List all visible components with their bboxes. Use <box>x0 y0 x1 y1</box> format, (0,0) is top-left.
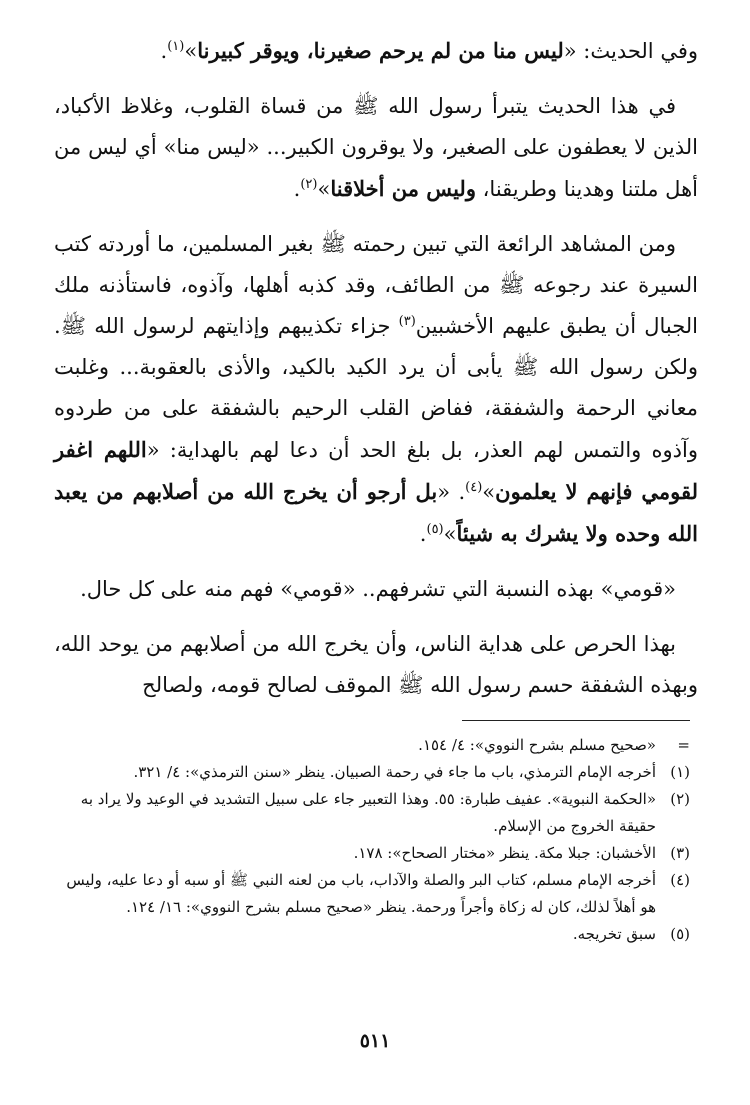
footnote-1 <box>60 759 690 786</box>
footnote-number: (٥) <box>670 925 690 943</box>
footnote-number: (٤) <box>670 871 690 889</box>
prayer-quote: اللهم اغفر لقومي فإنهم لا يعلمون <box>54 437 698 504</box>
main-text <box>54 30 698 706</box>
footnote-ref-4: (٤) <box>465 480 483 495</box>
hadith-quote: ليس منا من لم يرحم صغيرنا، ويوقر كبيرنا <box>197 38 564 63</box>
footnote-2 <box>60 786 690 840</box>
paragraph-conclusion: بهذا الحرص على هداية الناس، وأن يخرج الله من أصلابهم من يوحد الله، وبهذه الشفقة حسم رسول الله ﷺ الموقف لصالح قومه، ولصالح <box>54 632 698 697</box>
footnote-number: (٣) <box>670 844 690 862</box>
footnote-continued <box>60 732 690 759</box>
footnotes <box>60 732 690 948</box>
hope-quote: بل أرجو أن يخرج الله من أصلابهم من يعبد الله وحده ولا يشرك به شيئاً <box>54 479 698 546</box>
footnote-number: (١) <box>670 763 690 781</box>
footnote-3 <box>60 840 690 867</box>
paragraph-qawmi: «قومي» بهذه النسبة التي تشرفهم.. «قومي» فهم منه على كل حال. <box>80 577 676 601</box>
footnote-4 <box>60 867 690 921</box>
footnote-text: أخرجه الإمام الترمذي، باب ما جاء في رحمة الصبيان. ينظر «سنن الترمذي»: ٤/ ٣٢١. <box>133 763 656 781</box>
paragraph-hadith: وفي الحديث: «ليس منا من لم يرحم صغيرنا، ويوقر كبيرنا»$^{(١)}$. <box>160 38 698 63</box>
bold-phrase: وليس من أخلاقنا <box>330 176 476 201</box>
footnote-ref-3: (٣) <box>398 314 416 329</box>
paragraph-explanation: في هذا الحديث يتبرأ رسول الله ﷺ من قساة القلوب، وغلاظ الأكباد، الذين لا يعطفون على الصغير، ولا يوقرون الكبير... «ليس منا» أي ليس من أهل ملتنا وهدينا وطريقنا، وليس من أخلاقنا»$^{(٢)}$. <box>54 94 698 201</box>
footnote-text: الأخشبان: جبلا مكة. ينظر «مختار الصحاح»: ١٧٨. <box>353 844 656 862</box>
footnote-text: «صحيح مسلم بشرح النووي»: ٤/ ١٥٤. <box>418 736 656 754</box>
footnote-ref-5: (٥) <box>426 522 444 537</box>
footnote-text: سبق تخريجه. <box>572 925 656 943</box>
paragraph-taif: ومن المشاهد الرائعة التي تبين رحمته ﷺ بغير المسلمين، ما أوردته كتب السيرة عند رجوعه ﷺ من الطائف، وقد كذبه أهلها، وآذوه، فاستأذنه ملك الجبال أن يطبق عليهم الأخشبين$^{(٣)}$ جزاء تكذيبهم وإذايتهم لرسول الله ﷺ. ولكن رسول الله ﷺ يأبى أن يرد الكيد بالكيد، والأذى بالعقوبة... وغلبت معاني الرحمة والشفقة، ففاض القلب الرحيم بالشفقة على من طردوه وآذوه والتمس لهم العذر، بل بلغ الحد أن دعا لهم بالهداية: «اللهم اغفر لقومي فإنهم لا يعلمون»$^{(٤)}$. «بل أرجو أن يخرج الله من أصلابهم من يعبد الله وحده ولا يشرك به شيئاً»$^{(٥)}$. <box>54 232 698 546</box>
page-number: ٥١١ <box>359 1030 391 1052</box>
footnote-number: (٢) <box>670 790 690 808</box>
footnote-number: = <box>677 736 690 754</box>
footnote-text: أخرجه الإمام مسلم، كتاب البر والصلة والآداب، باب من لعنه النبي ﷺ أو سبه أو دعا عليه، وليس هو أهلاً لذلك، كان له زكاة وأجراً ورحمة. ينظر «صحيح مسلم بشرح النووي»: ١٦/ ١٢٤. <box>66 871 656 916</box>
footnote-5 <box>60 921 690 948</box>
footnote-ref-1: (١) <box>167 39 185 54</box>
footnote-text: «الحكمة النبوية». عفيف طبارة: ٥٥. وهذا التعبير جاء على سبيل التشديد في الوعيد ولا يراد به حقيقة الخروج من الإسلام. <box>80 790 656 835</box>
footnote-ref-2: (٢) <box>300 177 318 192</box>
footnote-separator <box>462 720 690 721</box>
